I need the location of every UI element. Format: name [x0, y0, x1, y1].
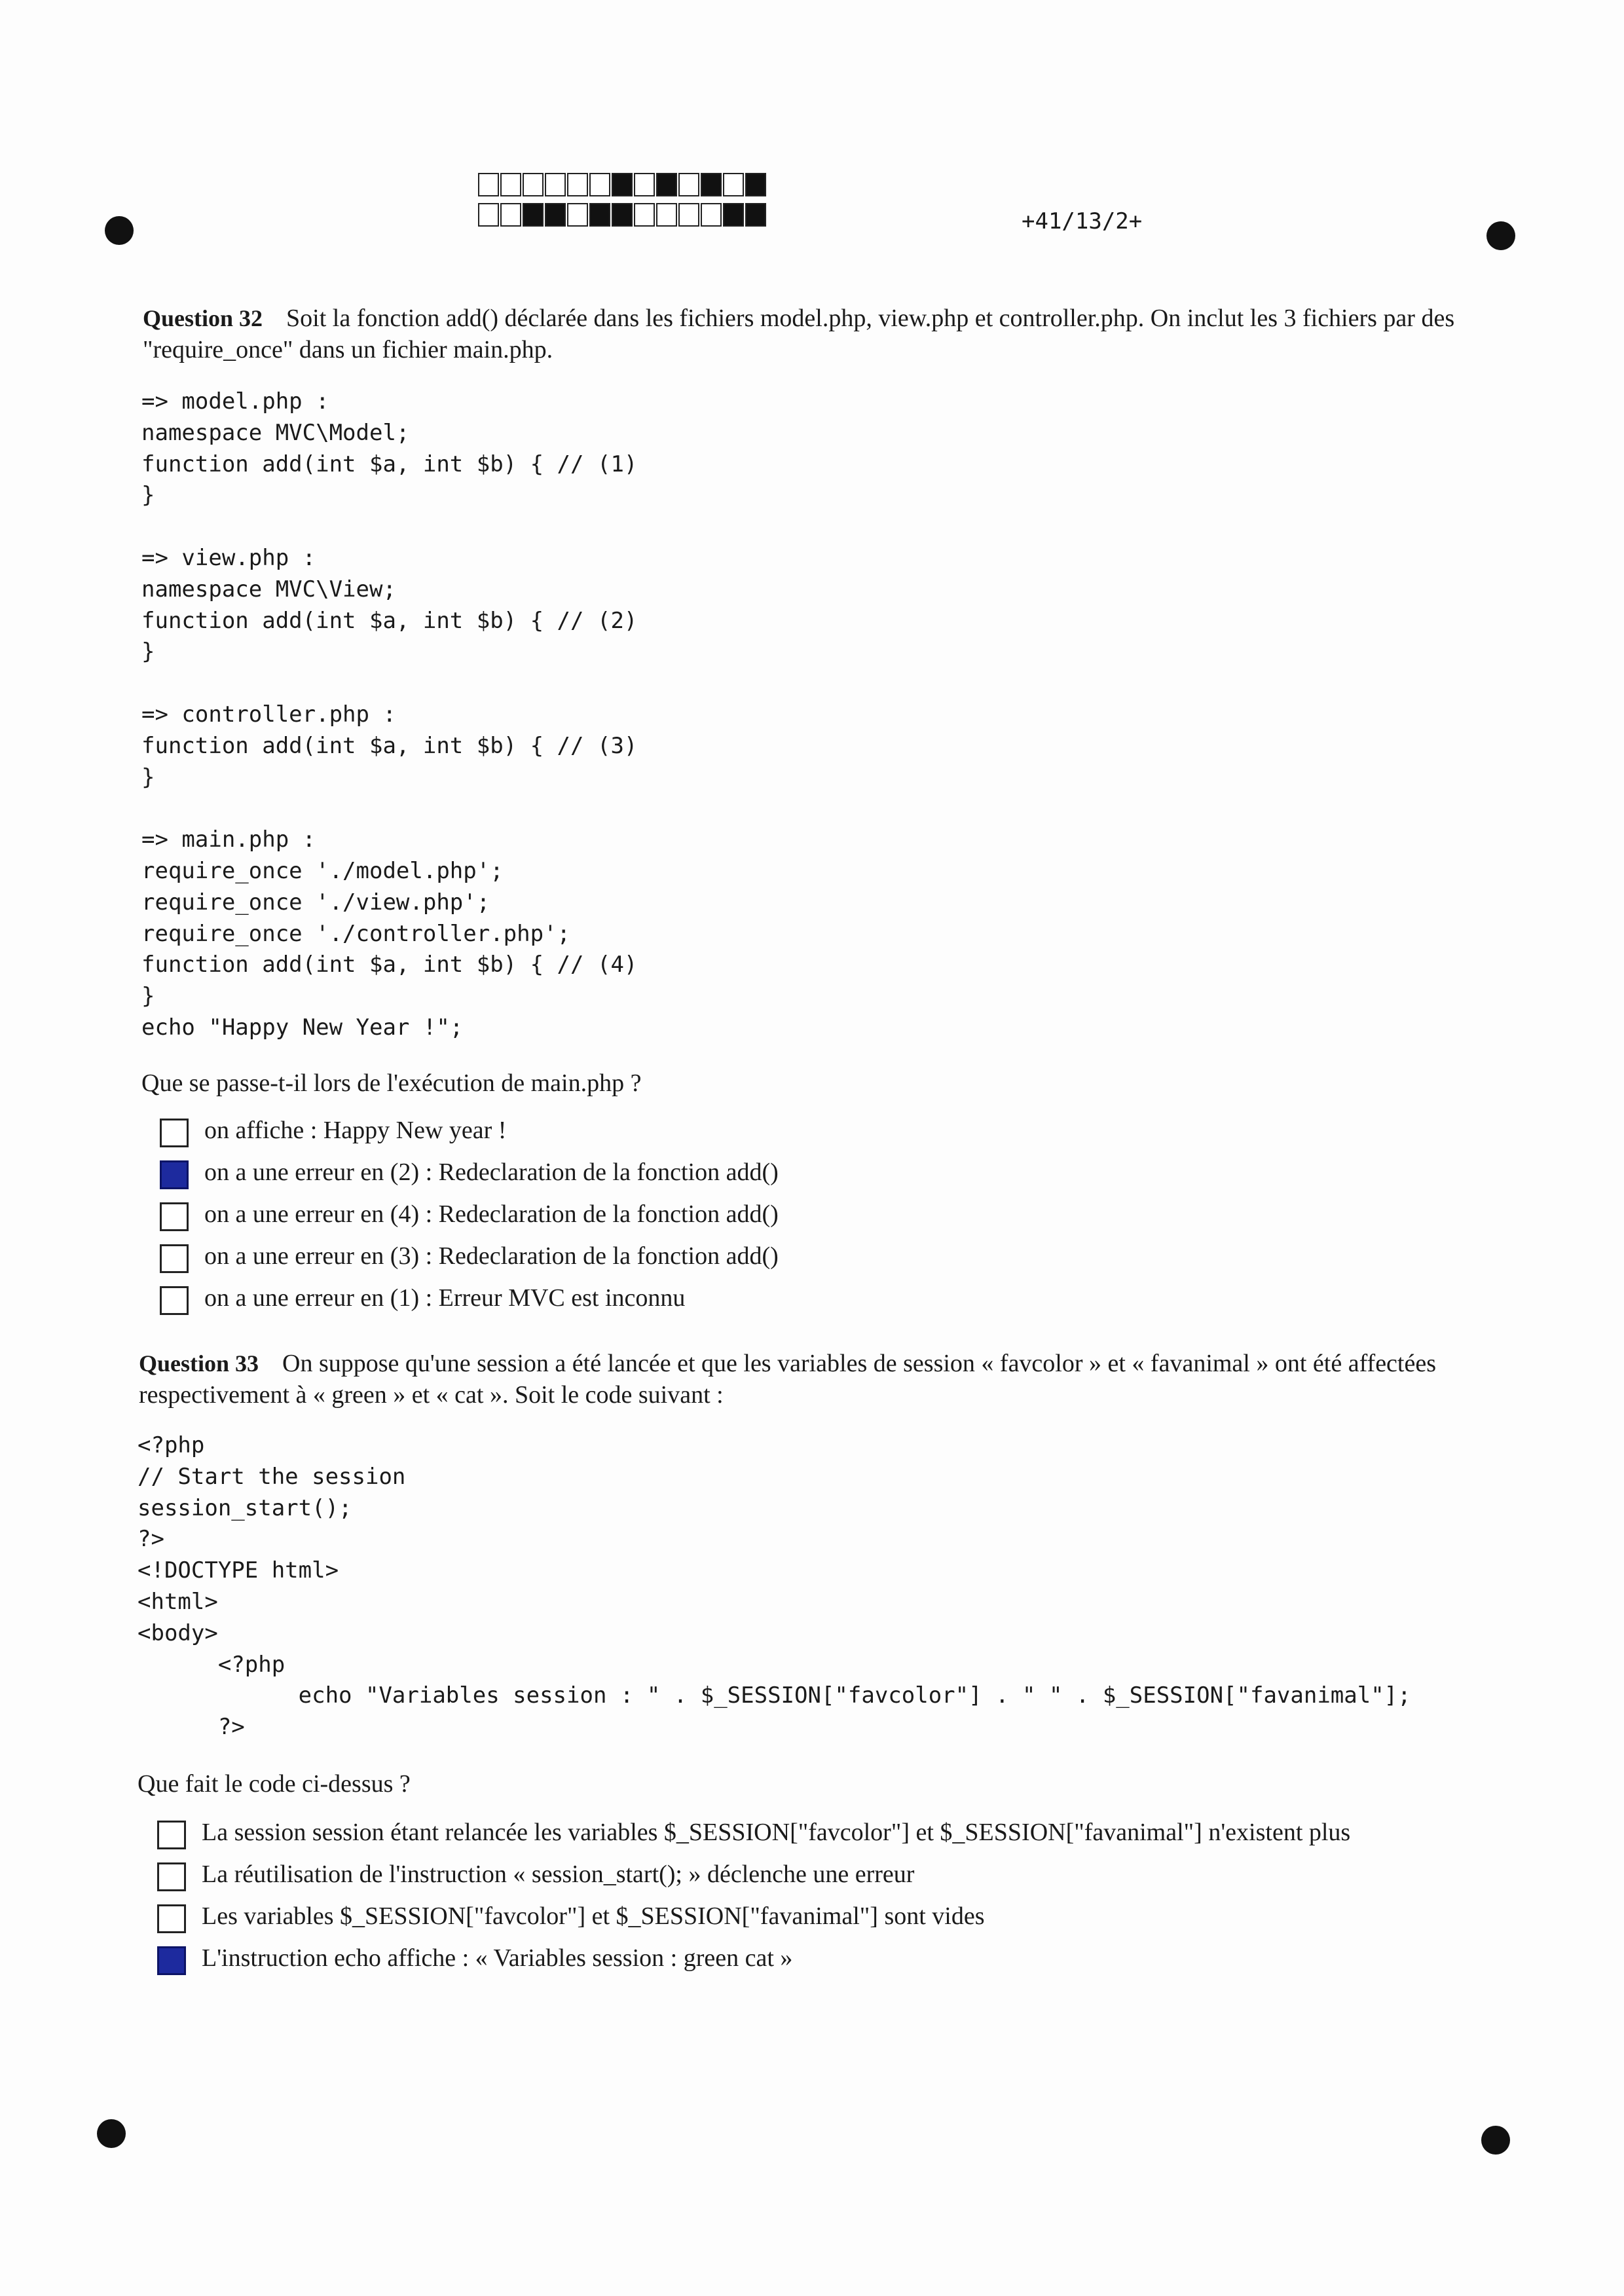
answer-choice-text: on affiche : Happy New year !: [204, 1117, 507, 1144]
empty-checkbox[interactable]: [160, 1286, 189, 1315]
answer-choice-text: on a une erreur en (3) : Redeclaration de la fonction add(): [204, 1242, 779, 1270]
empty-checkbox[interactable]: [157, 1862, 186, 1891]
empty-checkbox[interactable]: [157, 1904, 186, 1933]
checked-checkbox[interactable]: [157, 1946, 186, 1975]
registration-mark-bottom-right: [1481, 2126, 1510, 2155]
question-33-label: Question 33: [139, 1350, 259, 1377]
checked-checkbox[interactable]: [160, 1160, 189, 1189]
barcode-cell: [545, 173, 566, 196]
question-33-code: <?php // Start the session session_start(); ?> <!DOCTYPE html> <html> <body> <?php echo "Variables session : " . $_SESSION["favcolor"] . " " . $_SESSION["favanimal"]; ?>: [138, 1432, 1411, 1741]
barcode-cell: [723, 203, 744, 227]
barcode-cell: [567, 173, 588, 196]
answer-choice-text: La réutilisation de l'instruction « session_start(); » déclenche une erreur: [202, 1861, 915, 1888]
answer-choice-text: La session session étant relancée les variables $_SESSION["favcolor"] et $_SESSION["favanimal"] n'existent plus: [202, 1819, 1351, 1846]
barcode-cell: [634, 203, 655, 227]
empty-checkbox[interactable]: [160, 1119, 189, 1147]
barcode-cell: [500, 173, 521, 196]
registration-mark-top-right: [1486, 221, 1515, 250]
barcode-cell: [589, 203, 610, 227]
barcode-cell: [656, 203, 677, 227]
barcode-cell: [656, 173, 677, 196]
empty-checkbox[interactable]: [160, 1202, 189, 1231]
barcode-cell: [612, 173, 633, 196]
question-33-statement: [139, 1348, 1475, 1411]
barcode-cell: [612, 203, 633, 227]
answer-choice-text: on a une erreur en (4) : Redeclaration de la fonction add(): [204, 1200, 779, 1228]
barcode-cell: [567, 203, 588, 227]
empty-checkbox[interactable]: [160, 1244, 189, 1273]
barcode-cell: [500, 203, 521, 227]
barcode-cell: [701, 203, 722, 227]
registration-mark-top-left: [105, 216, 134, 245]
barcode-cell: [678, 203, 699, 227]
page-id: +41/13/2+: [1022, 208, 1143, 234]
question-32-text: Soit la fonction add() déclarée dans les fichiers model.php, view.php et controller.php. On inclut les 3 fichiers par des "require_once" dans un fichier main.php.: [143, 305, 1455, 363]
barcode-cell: [701, 173, 722, 196]
question-32-statement: [143, 303, 1479, 365]
question-32-label: Question 32: [143, 305, 263, 331]
barcode-cell: [478, 173, 499, 196]
barcode-cell: [589, 173, 610, 196]
barcode-cell: [523, 203, 544, 227]
barcode-cell: [634, 173, 655, 196]
barcode-cell: [523, 173, 544, 196]
answer-choice-text: on a une erreur en (1) : Erreur MVC est inconnu: [204, 1284, 686, 1312]
barcode-cell: [745, 203, 766, 227]
question-33-prompt: Que fait le code ci-dessus ?: [138, 1770, 411, 1798]
answer-choice-text: L'instruction echo affiche : « Variables session : green cat »: [202, 1944, 793, 1972]
question-32-code: => model.php : namespace MVC\Model; function add(int $a, int $b) { // (1) } => view.php : namespace MVC\View; function add(int $a, int $b) { // (2) } => controller.php : function add(int $a, int $b) { // (3) } => main.php : require_once './model.php'; require_once './view.php'; require_once './controller.php'; function add(int $a, int $b) { // (4) } echo "Happy New Year !";: [141, 388, 638, 1041]
answer-choice-text: on a une erreur en (2) : Redeclaration de la fonction add(): [204, 1158, 779, 1186]
question-33-text: On suppose qu'une session a été lancée et que les variables de session « favcolor » et « favanimal » ont été affectées respectivement à « green » et « cat ». Soit le code suivant :: [139, 1350, 1437, 1409]
barcode-cell: [745, 173, 766, 196]
question-32-prompt: Que se passe-t-il lors de l'exécution de main.php ?: [141, 1069, 642, 1097]
barcode-cell: [723, 173, 744, 196]
page-barcode-row-2: [478, 203, 767, 227]
barcode-cell: [678, 173, 699, 196]
empty-checkbox[interactable]: [157, 1821, 186, 1849]
page-barcode-row-1: [478, 173, 767, 196]
registration-mark-bottom-left: [97, 2119, 126, 2148]
barcode-cell: [478, 203, 499, 227]
barcode-cell: [545, 203, 566, 227]
answer-choice-text: Les variables $_SESSION["favcolor"] et $_SESSION["favanimal"] sont vides: [202, 1902, 985, 1930]
